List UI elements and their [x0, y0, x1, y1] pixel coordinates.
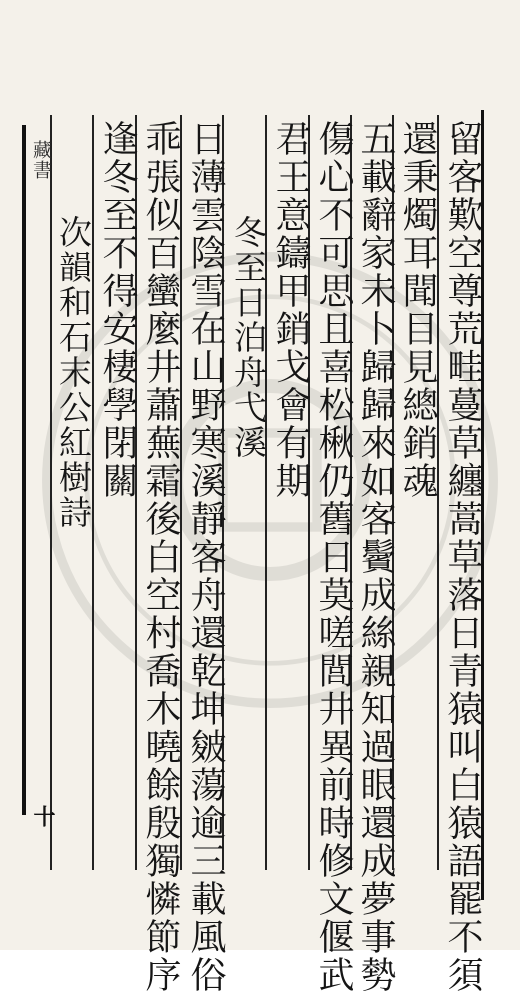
text-column: 君王意鑄甲銷戈會有期 [270, 120, 311, 500]
text-column: 留客歎空尊荒畦蔓草纏蒿草落日青猿叫白猿語罷不須 [442, 120, 483, 994]
text-column: 還秉燭耳聞目見總銷魂 [397, 120, 438, 500]
folio-number: 十 [30, 805, 56, 827]
column-rule [50, 115, 52, 870]
poem-title: 次韻和石末公紅樹詩 [54, 215, 93, 530]
text-column: 日薄雲陰雪在山野寒溪靜客舟還乾坤皴蕩逾三載風俗 [185, 120, 226, 994]
poem-title: 冬至日泊舟弋溪 [229, 215, 268, 460]
text-column: 乖張似百蠻麼井蕭蕪霜後白空村喬木曉餘殷獨憐節序 [140, 120, 181, 994]
text-column: 傷心不可思且喜松楸仍舊日莫嗟閭井異前時修文偃武 [313, 120, 354, 994]
page-border-left [22, 125, 26, 815]
margin-text: 藏書 [30, 140, 52, 180]
text-column: 逢冬至不得安棲學閉關 [97, 120, 138, 500]
text-column: 五載辭家未卜歸歸來如客鬢成絲親知過眼還成夢事勢 [355, 120, 396, 994]
